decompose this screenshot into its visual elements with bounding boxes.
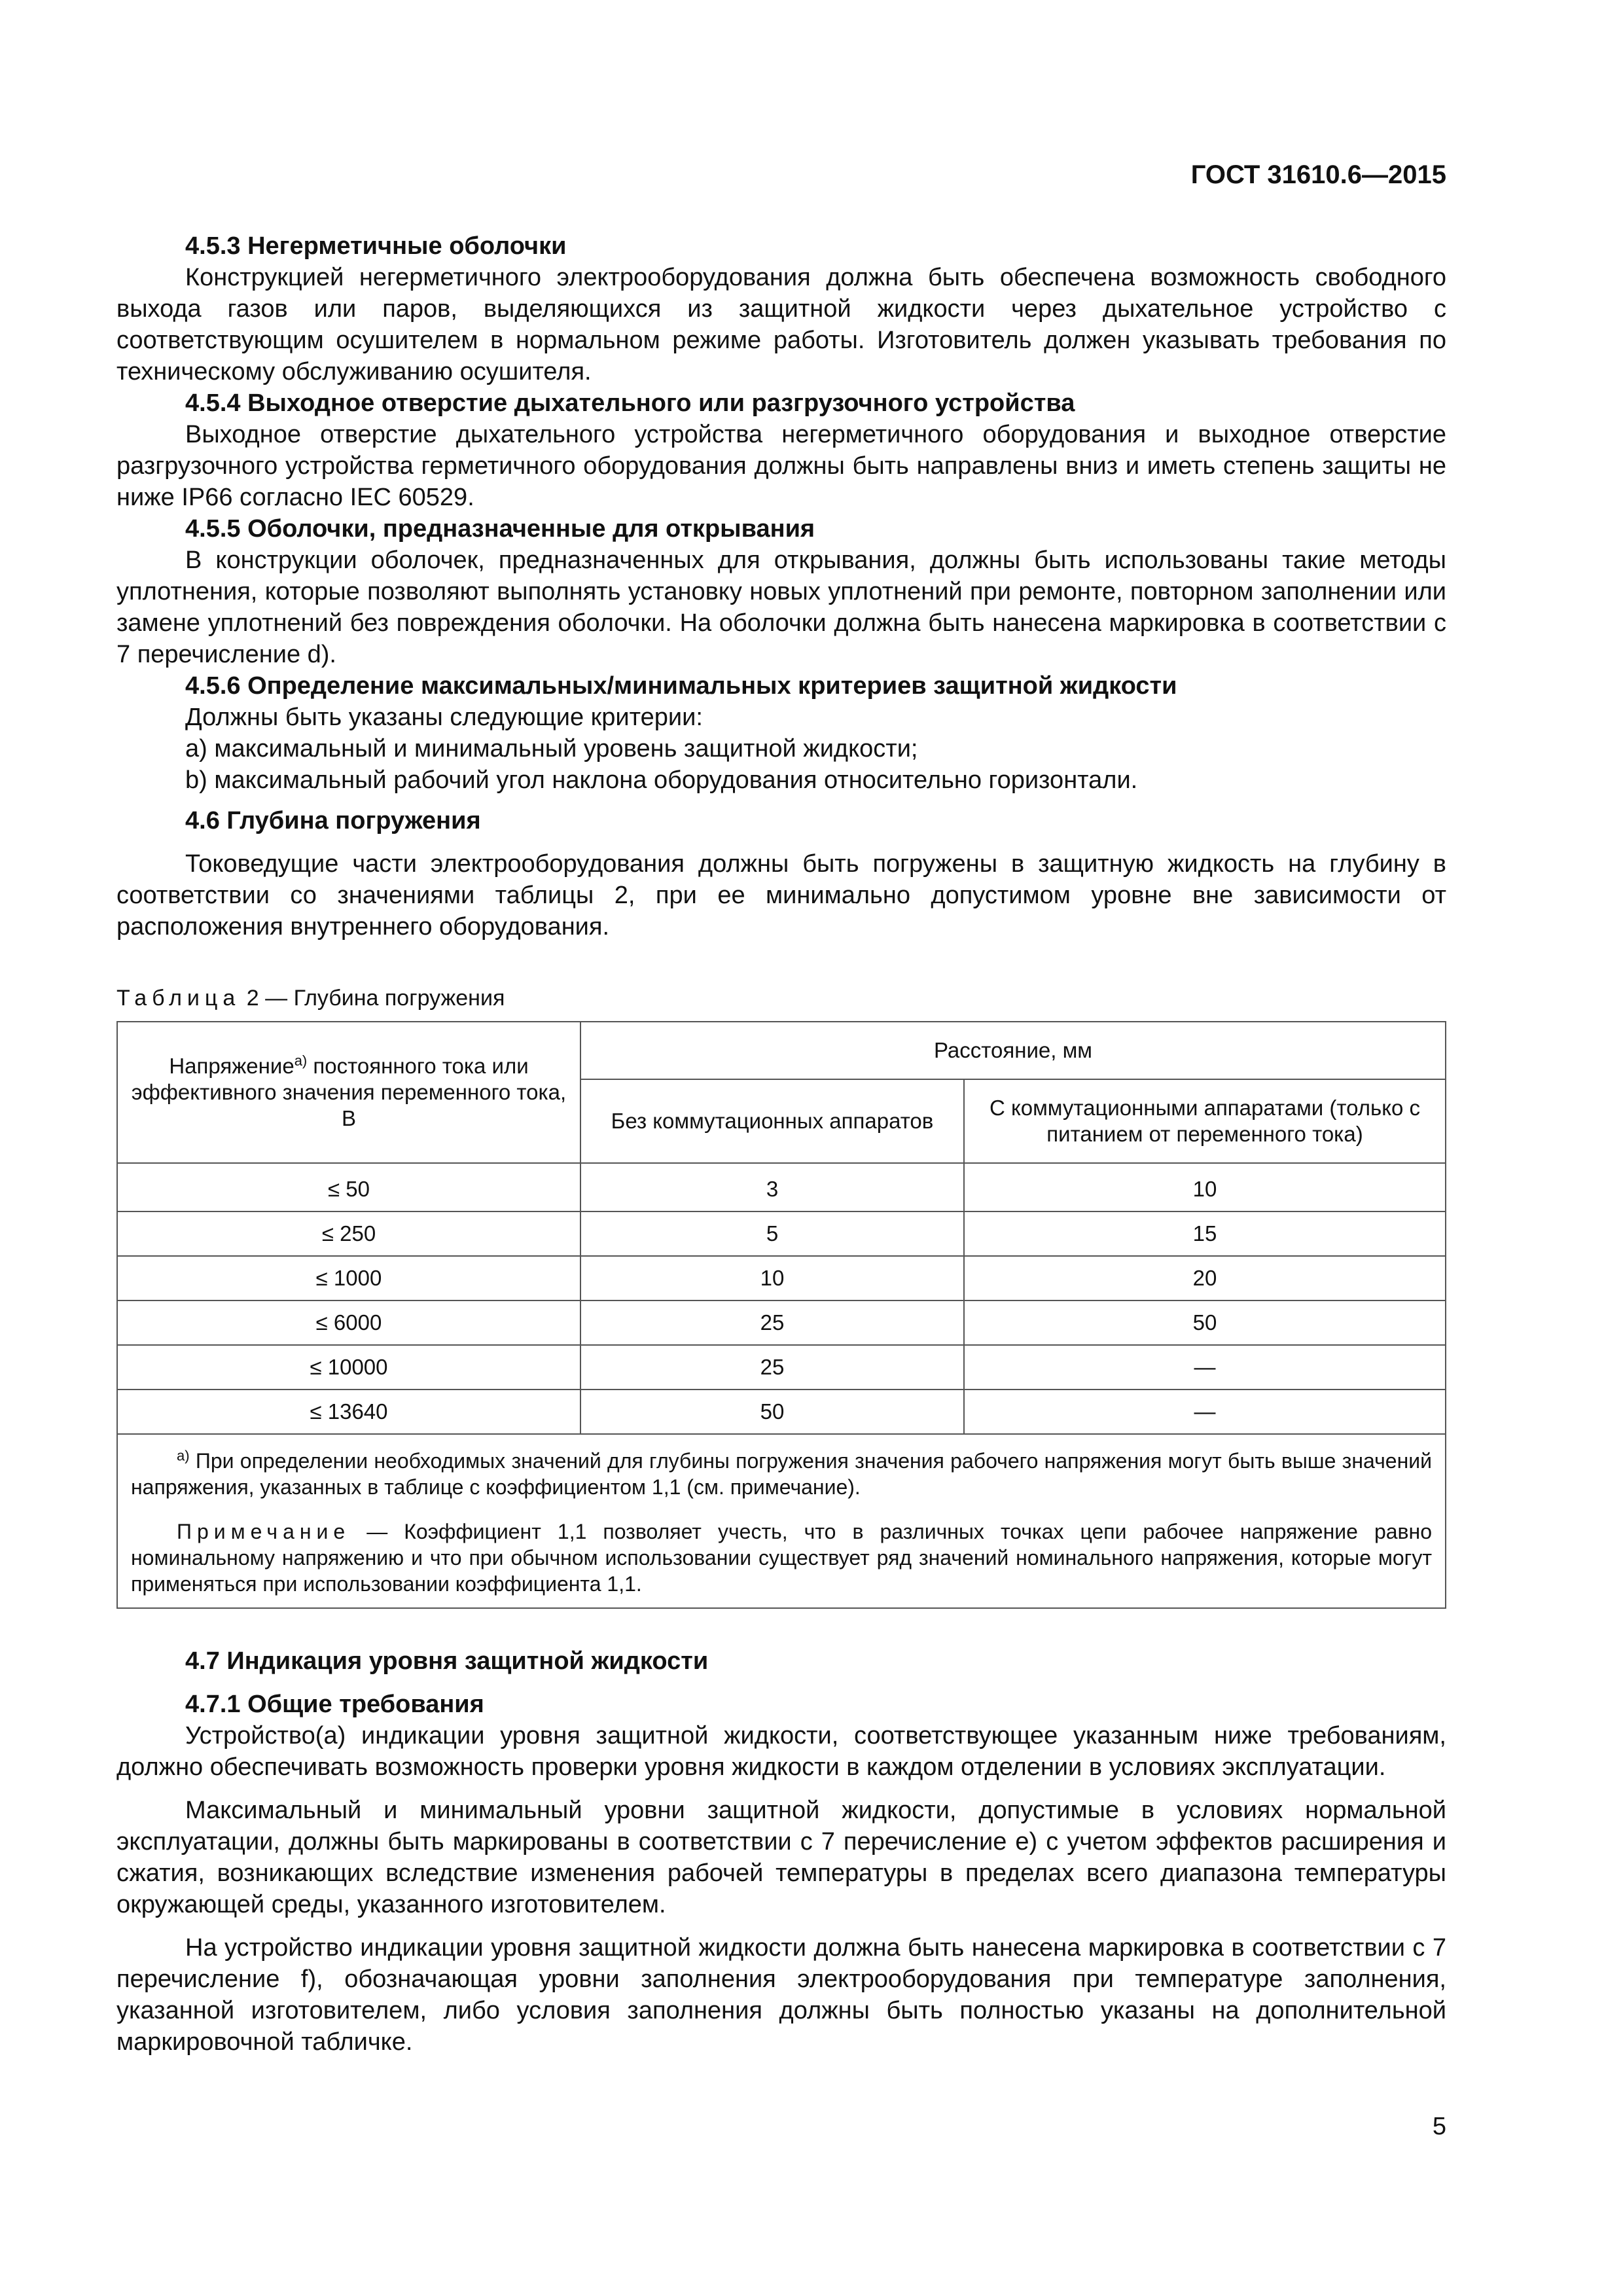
immersion-depth-table [116, 1021, 1446, 1609]
with-switching-column-header: С коммутационными аппаратами (только с питанием от переменного тока) [964, 1079, 1446, 1163]
section-heading-4-6: 4.6 Глубина погружения [185, 807, 481, 834]
voltage-cell: ≤ 13640 [117, 1390, 580, 1434]
no-switching-cell: 25 [580, 1345, 964, 1390]
table-row [117, 1211, 1446, 1256]
voltage-cell: ≤ 6000 [117, 1300, 580, 1345]
page-number: 5 [1432, 2113, 1446, 2140]
no-switching-cell: 5 [580, 1211, 964, 1256]
voltage-cell: ≤ 50 [117, 1163, 580, 1211]
table-row [117, 1390, 1446, 1434]
table-note: Примечание — Коэффициент 1,1 позволяет учесть, что в различных точках цепи рабочее напряжение равно номинальному напряжению и что при обычном использовании существует ряд значений номинального напряжения, которые могут применяться при использовании коэффициента 1,1. [131, 1520, 1432, 1596]
no-switching-column-header: Без коммутационных аппаратов [580, 1079, 964, 1163]
section-heading-4-5-5: 4.5.5 Оболочки, предназначенные для открывания [185, 515, 815, 543]
section-paragraph: Устройство(а) индикации уровня защитной жидкости, соответствующее указанным ниже требованиям, должно обеспечивать возможность проверки уровня жидкости в каждом отделении в условиях эксплуатации. [116, 1722, 1446, 1781]
section-heading-4-5-6: 4.5.6 Определение максимальных/минимальных критериев защитной жидкости [185, 672, 1177, 700]
table-caption-label: Таблица [116, 986, 241, 1011]
section-text-4-6: Токоведущие части электрооборудования должны быть погружены в защитную жидкость на глубину в соответствии со значениями таблицы 2, при ее минимально допустимом уровне вне зависимости от расположения внутреннего оборудования. [116, 850, 1446, 941]
with-switching-cell: 20 [964, 1256, 1446, 1300]
page-content [116, 230, 1446, 2058]
table-row [117, 1163, 1446, 1211]
with-switching-cell: — [964, 1345, 1446, 1390]
voltage-cell: ≤ 250 [117, 1211, 580, 1256]
with-switching-cell: 15 [964, 1211, 1446, 1256]
voltage-column-header: Напряжение$^{а)}$ постоянного тока или эффективного значения переменного тока, В [117, 1022, 580, 1163]
table-row [117, 1256, 1446, 1300]
section-paragraph: На устройство индикации уровня защитной жидкости должна быть нанесена маркировка в соответствии с 7 перечисление f), обозначающая уровни заполнения электрооборудования при температуре заполнения, указанной изготовителем, либо условия заполнения должны быть полностью указаны на дополнительной маркировочной табличке. [116, 1934, 1446, 2056]
section-paragraph: Максимальный и минимальный уровни защитной жидкости, допустимые в условиях нормальной эксплуатации, должны быть маркированы в соответствии с 7 перечисление е) с учетом эффектов расширения и сжатия, возникающих вследствие изменения рабочей температуры в пределах всего диапазона температуры окружающей среды, указанного изготовителем. [116, 1797, 1446, 1918]
section-text-4-5-4: Выходное отверстие дыхательного устройства негерметичного оборудования и выходное отверстие разгрузочного устройства герметичного оборудования должны быть направлены вниз и иметь степень защиты не ниже IP66 согласно IEC 60529. [116, 421, 1446, 511]
table-caption-title: 2 — Глубина погружения [246, 986, 505, 1011]
document-code: ГОСТ 31610.6—2015 [1190, 160, 1446, 189]
list-item: b) максимальный рабочий угол наклона оборудования относительно горизонтали. [185, 766, 1138, 794]
voltage-cell: ≤ 10000 [117, 1345, 580, 1390]
section-intro-4-5-6: Должны быть указаны следующие критерии: [185, 704, 703, 731]
with-switching-cell: — [964, 1390, 1446, 1434]
table-row [117, 1345, 1446, 1390]
section-heading-4-7-1: 4.7.1 Общие требования [185, 1691, 484, 1718]
list-item: a) максимальный и минимальный уровень защитной жидкости; [185, 735, 918, 762]
no-switching-cell: 50 [580, 1390, 964, 1434]
table-footnotes [117, 1434, 1446, 1608]
table-footnote: $^{а)}$ При определении необходимых значений для глубины погружения значения рабочего напряжения могут быть выше значений напряжения, указанных в таблице с коэффициентом 1,1 (см. примечание). [131, 1447, 1432, 1499]
no-switching-cell: 25 [580, 1300, 964, 1345]
section-text-4-5-3: Конструкцией негерметичного электрооборудования должна быть обеспечена возможность свободного выхода газов или паров, выделяющихся из защитной жидкости через дыхательное устройство с соответствующим осушителем в нормальном режиме работы. Изготовитель должен указывать требования по техническому обслуживанию осушителя. [116, 264, 1446, 386]
with-switching-cell: 50 [964, 1300, 1446, 1345]
section-heading-4-5-4: 4.5.4 Выходное отверстие дыхательного или разгрузочного устройства [185, 389, 1075, 417]
distance-group-header: Расстояние, мм [580, 1022, 1446, 1079]
section-heading-4-7: 4.7 Индикация уровня защитной жидкости [185, 1647, 709, 1675]
table-row [117, 1300, 1446, 1345]
no-switching-cell: 3 [580, 1163, 964, 1211]
section-heading-4-5-3: 4.5.3 Негерметичные оболочки [185, 232, 567, 260]
no-switching-cell: 10 [580, 1256, 964, 1300]
voltage-cell: ≤ 1000 [117, 1256, 580, 1300]
section-text-4-5-5: В конструкции оболочек, предназначенных для открывания, должны быть использованы такие методы уплотнения, которые позволяют выполнять установку новых уплотнений при ремонте, повторном заполнении или замене уплотнений без повреждения оболочки. На оболочки должна быть нанесена маркировка в соответствии с 7 перечисление d). [116, 547, 1446, 668]
with-switching-cell: 10 [964, 1163, 1446, 1211]
table-caption [116, 984, 1446, 1012]
